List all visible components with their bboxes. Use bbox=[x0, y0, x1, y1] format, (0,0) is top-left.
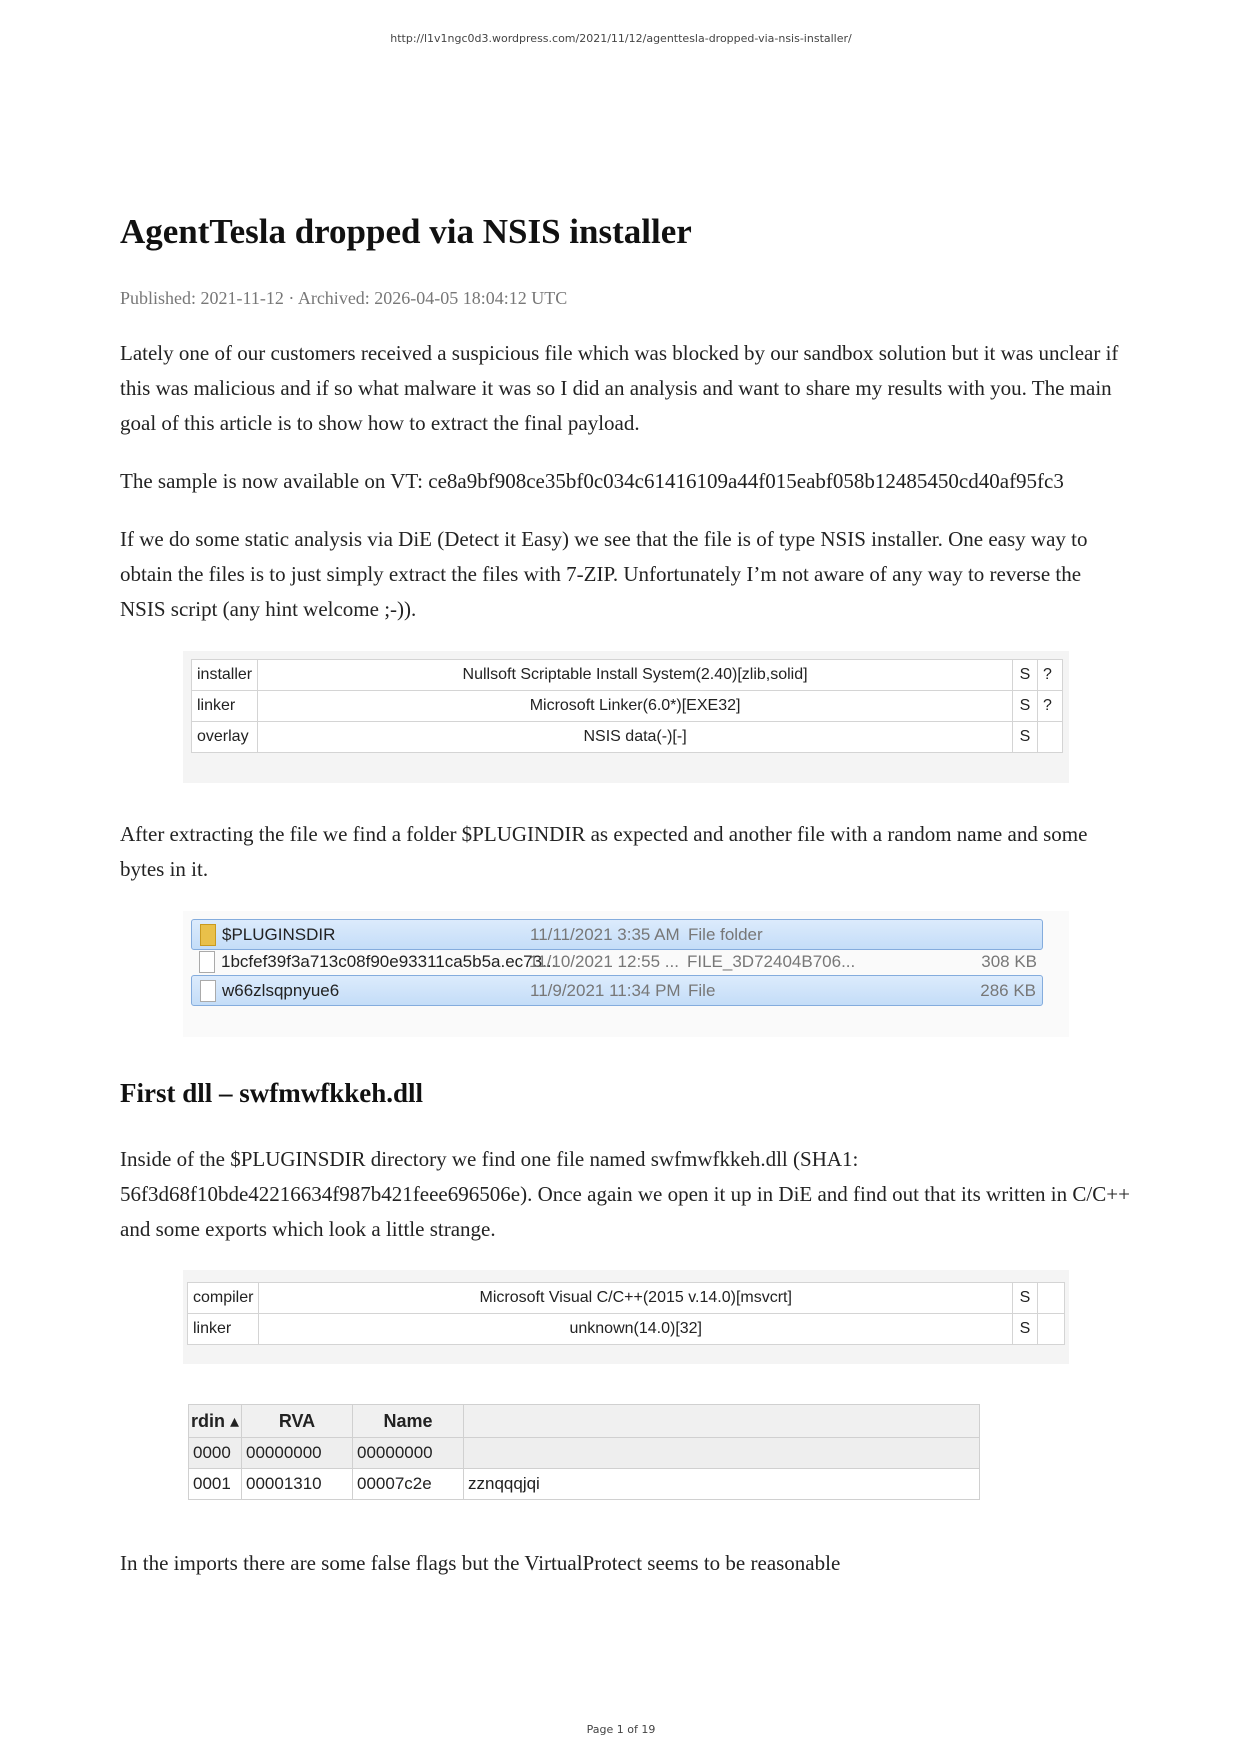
die-extra bbox=[1038, 1314, 1065, 1345]
exports-header-row bbox=[189, 1405, 980, 1438]
die-table bbox=[187, 1282, 1065, 1345]
die-screenshot-installer bbox=[183, 651, 1069, 783]
exports-table bbox=[188, 1404, 980, 1500]
export-name: zznqqqjqi bbox=[464, 1469, 980, 1500]
die-value: NSIS data(-)[-] bbox=[258, 722, 1013, 753]
export-name bbox=[464, 1438, 980, 1469]
die-row bbox=[188, 1283, 1065, 1314]
die-screenshot-dll bbox=[183, 1270, 1069, 1364]
die-row bbox=[192, 691, 1063, 722]
paragraph-sample-hash: The sample is now available on VT: ce8a9bf908ce35bf0c034c61416109a44f015eabf058b12485450cd40af95fc3 bbox=[120, 469, 1064, 493]
publish-meta: Published: 2021-11-12 · Archived: 2026-04-05 18:04:12 UTC bbox=[120, 288, 568, 308]
column-header[interactable]: RVA bbox=[242, 1405, 353, 1438]
paragraph-static-analysis: If we do some static analysis via DiE (Detect it Easy) we see that the file is of type NSIS installer. One easy way to obtain the files is to just simply extract the files with 7-ZIP. Unfortunately I’m not aware of any way to reverse the NSIS script (any hint welcome ;-)). bbox=[120, 527, 1088, 621]
die-extra: ? bbox=[1038, 660, 1063, 691]
export-name-rva: 00000000 bbox=[353, 1438, 464, 1469]
export-ordinal: 0000 bbox=[189, 1438, 242, 1469]
die-type: linker bbox=[188, 1314, 259, 1345]
exports-screenshot bbox=[184, 1398, 1010, 1514]
column-header[interactable] bbox=[464, 1405, 980, 1438]
die-value: Microsoft Visual C/C++(2015 v.14.0)[msvcrt] bbox=[259, 1283, 1013, 1314]
file-icon bbox=[200, 980, 216, 1002]
die-flag: S bbox=[1013, 1283, 1038, 1314]
die-value: Nullsoft Scriptable Install System(2.40)[zlib,solid] bbox=[258, 660, 1013, 691]
export-row[interactable] bbox=[189, 1469, 980, 1500]
column-header[interactable]: Name bbox=[353, 1405, 464, 1438]
paragraph-dll: Inside of the $PLUGINSDIR directory we find one file named swfmwfkkeh.dll (SHA1: 56f3d68f10bde42216634f987b421feee696506e). Once again we open it up in DiE and find out that its written in C/C++ and some exports which look a little strange. bbox=[120, 1147, 1130, 1241]
file-date: 11/9/2021 11:34 PM bbox=[530, 980, 681, 1000]
die-flag: S bbox=[1013, 1314, 1038, 1345]
file-explorer-screenshot bbox=[183, 911, 1069, 1037]
file-date: 11/11/2021 3:35 AM bbox=[530, 924, 680, 944]
source-url: http://l1v1ngc0d3.wordpress.com/2021/11/12/agenttesla-dropped-via-nsis-installer/ bbox=[390, 32, 852, 45]
file-date: 11/10/2021 12:55 ... bbox=[529, 951, 679, 971]
file-icon bbox=[199, 951, 215, 973]
die-extra bbox=[1038, 1283, 1065, 1314]
section-heading: First dll – swfmwfkkeh.dll bbox=[120, 1078, 424, 1108]
paragraph-intro: Lately one of our customers received a suspicious file which was blocked by our sandbox solution but it was unclear if this was malicious and if so what malware it was so I did an analysis and want to share my results with you. The main goal of this article is to show how to extract the final payload. bbox=[120, 341, 1119, 435]
column-header[interactable]: rdin ▴ bbox=[189, 1405, 242, 1438]
file-type: File bbox=[688, 980, 716, 1000]
file-name: $PLUGINSDIR bbox=[222, 924, 336, 944]
article-title: AgentTesla dropped via NSIS installer bbox=[120, 212, 692, 251]
file-size: 308 KB bbox=[981, 951, 1037, 971]
die-value: unknown(14.0)[32] bbox=[259, 1314, 1013, 1345]
export-rva: 00000000 bbox=[242, 1438, 353, 1469]
die-type: installer bbox=[192, 660, 258, 691]
die-flag: S bbox=[1013, 660, 1038, 691]
paragraph-imports: In the imports there are some false flags but the VirtualProtect seems to be reasonable bbox=[120, 1551, 841, 1575]
page-number: Page 1 of 19 bbox=[586, 1723, 656, 1736]
die-flag: S bbox=[1013, 722, 1038, 753]
die-row bbox=[192, 660, 1063, 691]
export-ordinal: 0001 bbox=[189, 1469, 242, 1500]
die-value: Microsoft Linker(6.0*)[EXE32] bbox=[258, 691, 1013, 722]
die-flag: S bbox=[1013, 691, 1038, 722]
file-size: 286 KB bbox=[980, 980, 1036, 1000]
file-name: w66zlsqpnyue6 bbox=[222, 980, 340, 1000]
paragraph-extraction: After extracting the file we find a folder $PLUGINDIR as expected and another file with a random name and some bytes in it. bbox=[120, 822, 1088, 881]
die-extra: ? bbox=[1038, 691, 1063, 722]
file-type: FILE_3D72404B706... bbox=[687, 951, 856, 971]
file-row[interactable] bbox=[191, 975, 1043, 1006]
die-row bbox=[188, 1314, 1065, 1345]
die-extra bbox=[1038, 722, 1063, 753]
die-type: compiler bbox=[188, 1283, 259, 1314]
file-name: 1bcfef39f3a713c08f90e93311ca5b5a.ec73... bbox=[221, 951, 557, 971]
export-name-rva: 00007c2e bbox=[353, 1469, 464, 1500]
file-row[interactable] bbox=[191, 919, 1043, 950]
die-table bbox=[191, 659, 1063, 753]
folder-icon bbox=[200, 924, 216, 946]
die-type: overlay bbox=[192, 722, 258, 753]
file-row[interactable] bbox=[191, 947, 1043, 976]
die-type: linker bbox=[192, 691, 258, 722]
die-row bbox=[192, 722, 1063, 753]
export-rva: 00001310 bbox=[242, 1469, 353, 1500]
export-row[interactable] bbox=[189, 1438, 980, 1469]
file-type: File folder bbox=[688, 924, 763, 944]
